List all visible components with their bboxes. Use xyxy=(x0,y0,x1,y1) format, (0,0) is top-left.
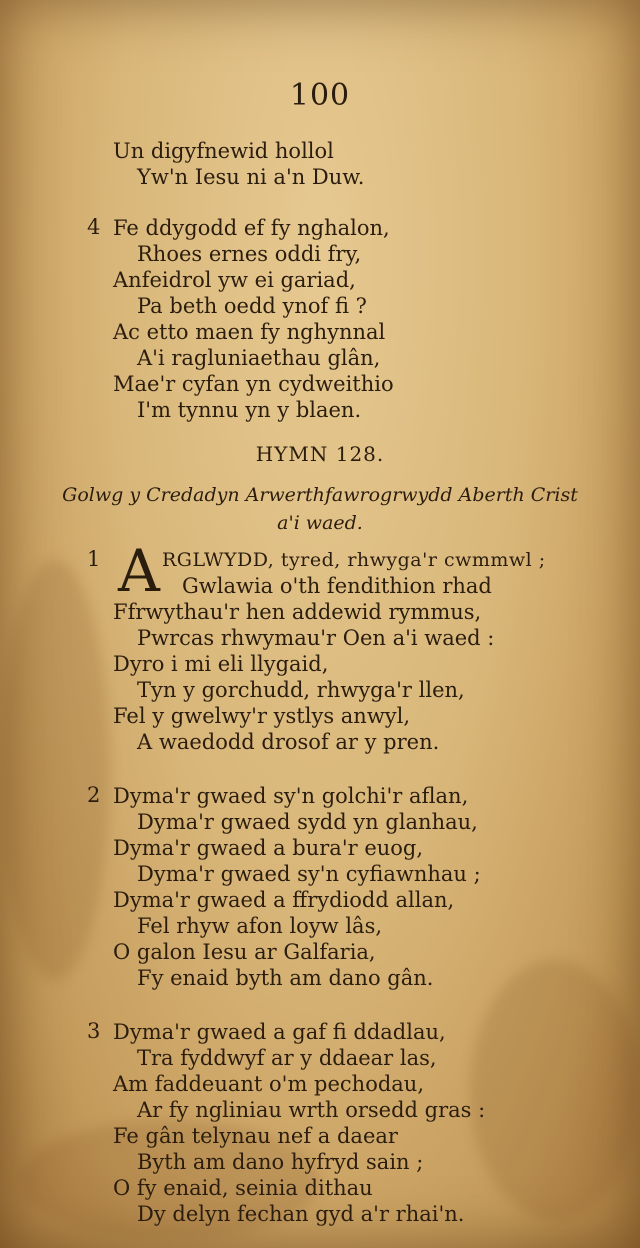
verse-number: 1 xyxy=(87,547,101,571)
verse-line: Ffrwythau'r hen addewid rymmus, xyxy=(113,600,482,624)
verse-line: Dyma'r gwaed sydd yn glanhau, xyxy=(137,810,478,834)
verse-line: Dyma'r gwaed a gaf fi ddadlau, xyxy=(113,1020,446,1044)
verse-line: I'm tynnu yn y blaen. xyxy=(137,398,362,422)
verse-line: O galon Iesu ar Galfaria, xyxy=(113,940,376,964)
hymn-subtitle: a'i waed. xyxy=(277,512,363,534)
verse-line: RGLWYDD, tyred, rhwyga'r cwmmwl ; xyxy=(162,549,546,571)
age-stain xyxy=(0,560,110,980)
verse-line: A waedodd drosof ar y pren. xyxy=(137,730,440,754)
verse-line: Fel y gwelwy'r ystlys anwyl, xyxy=(113,704,411,728)
verse-line: Ac etto maen fy nghynnal xyxy=(113,320,386,344)
verse-line: Pa beth oedd ynof fi ? xyxy=(137,294,367,318)
verse-line: Fy enaid byth am dano gân. xyxy=(137,966,434,990)
verse-line: Tyn y gorchudd, rhwyga'r llen, xyxy=(137,678,465,702)
verse-line: Dyma'r gwaed sy'n golchi'r aflan, xyxy=(113,784,469,808)
verse-line: Ar fy ngliniau wrth orsedd gras : xyxy=(137,1098,486,1122)
verse-line: Dyma'r gwaed a bura'r euog, xyxy=(113,836,424,860)
verse-line: Byth am dano hyfryd sain ; xyxy=(137,1150,424,1174)
verse-line: Fe ddygodd ef fy nghalon, xyxy=(113,216,390,240)
verse-line: Tra fyddwyf ar y ddaear las, xyxy=(137,1046,437,1070)
verse-line: O fy enaid, seinia dithau xyxy=(113,1176,373,1200)
age-stain xyxy=(470,960,640,1220)
verse-line: Am faddeuant o'm pechodau, xyxy=(113,1072,425,1096)
verse-line: Gwlawia o'th fendithion rhad xyxy=(182,574,492,598)
verse-line: Pwrcas rhwymau'r Oen a'i waed : xyxy=(137,626,495,650)
verse-number: 2 xyxy=(87,783,101,807)
verse-line: Dyma'r gwaed sy'n cyfiawnhau ; xyxy=(137,862,481,886)
drop-cap: A xyxy=(118,537,160,605)
page-number: 100 xyxy=(289,78,351,113)
verse-line: Yw'n Iesu ni a'n Duw. xyxy=(137,165,365,189)
verse-line: Mae'r cyfan yn cydweithio xyxy=(113,372,394,396)
verse-line: Un digyfnewid hollol xyxy=(113,139,334,163)
verse-line: A'i ragluniaethau glân, xyxy=(137,346,381,370)
hymn-title: HYMN 128. xyxy=(255,442,385,466)
verse-line: Anfeidrol yw ei gariad, xyxy=(113,268,356,292)
verse-line: Fe gân telynau nef a daear xyxy=(113,1124,398,1148)
verse-line: Dy delyn fechan gyd a'r rhai'n. xyxy=(137,1202,465,1226)
hymn-subtitle: Golwg y Credadyn Arwerthfawrogrwydd Aberth Crist xyxy=(62,484,578,506)
verse-number: 3 xyxy=(87,1019,101,1043)
verse-line: Rhoes ernes oddi fry, xyxy=(137,242,362,266)
verse-number: 4 xyxy=(87,215,101,239)
verse-line: Dyma'r gwaed a ffrydiodd allan, xyxy=(113,888,455,912)
verse-line: Dyro i mi eli llygaid, xyxy=(113,652,329,676)
verse-line: Fel rhyw afon loyw lâs, xyxy=(137,914,383,938)
